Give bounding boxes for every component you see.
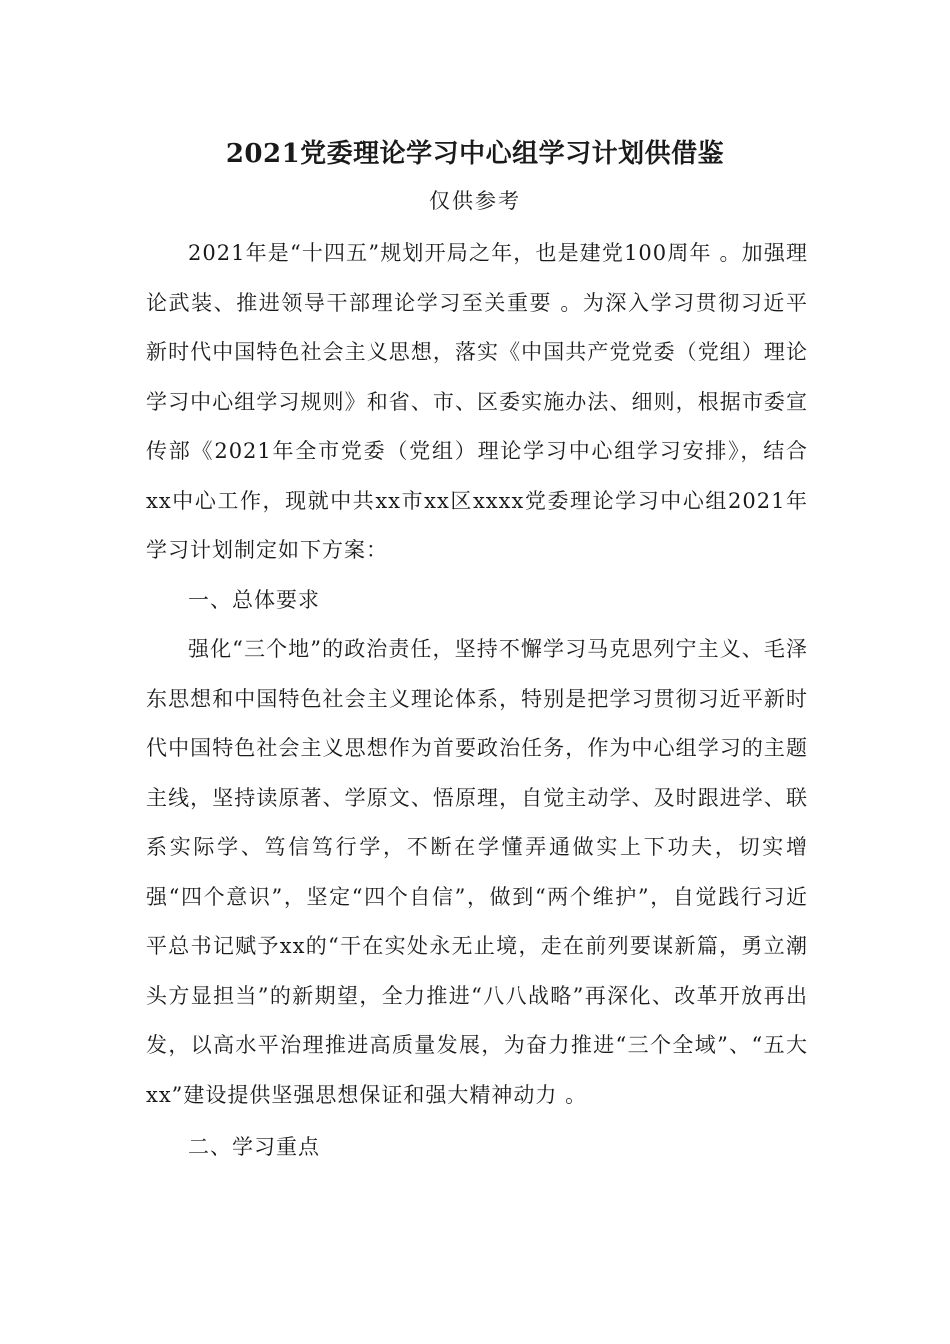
document-title: 2021党委理论学习中心组学习计划供借鉴 — [225, 139, 725, 169]
section-heading-study-focus: 二、学习重点 — [188, 1135, 320, 1159]
general-requirements-paragraph: 强化“三个地”的政治责任，坚持不懈学习马克思列宁主义、毛泽东思想和中国特色社会主义理论体系，特别是把学习贯彻习近平新时代中国特色社会主义思想作为首要政治任务，作为中心组学习的主题主线，坚持读原著、学原文、悟原理，自觉主动学、及时跟进学、联系实际学、笃信笃行学，不断在学懂弄通做实上下功夫，切实增强“四个意识”，坚定“四个自信”，做到“两个维护”，自觉践行习近平总书记赋予xx的“干在实处永无止境，走在前列要谋新篇，勇立潮头方显担当”的新期望，全力推进“八八战略”再深化、改革开放再出发，以高水平治理推进高质量发展，为奋力推进“三个全域”、“五大xx”建设提供坚强思想保证和强大精神动力 。 — [146, 637, 808, 1107]
document-subtitle: 仅供参考 — [429, 189, 521, 213]
document-body — [146, 229, 808, 1173]
intro-paragraph: 2021年是“十四五”规划开局之年，也是建党100周年 。加强理论武装、推进领导干部理论学习至关重要 。为深入学习贯彻习近平新时代中国特色社会主义思想，落实《中国共产党党委（党组）理论学习中心组学习规则》和省、市、区委实施办法、细则，根据市委宣传部《2021年全市党委（党组）理论学习中心组学习安排》，结合xx中心工作，现就中共xx市xx区xxxx党委理论学习中心组2021年学习计划制定如下方案： — [146, 241, 808, 562]
section-heading-general-requirements: 一、总体要求 — [188, 587, 320, 612]
